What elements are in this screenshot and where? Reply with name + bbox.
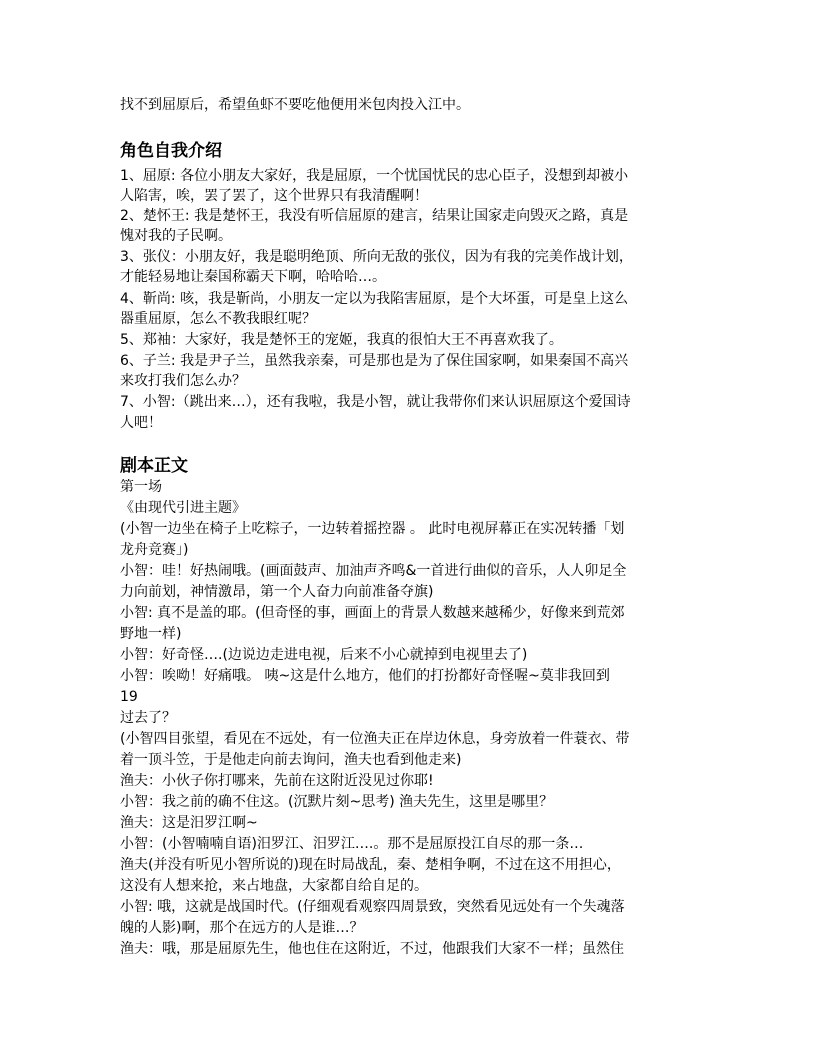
script-line: 第一场: [120, 479, 162, 495]
roles-line: 来攻打我们怎么办？: [120, 373, 246, 389]
script-line: 小智: 真不是盖的耶。(但奇怪的事，画面上的背景人数越来越稀少，好像来到荒郊: [120, 605, 625, 621]
script-line: 力向前划，神情激昂，第一个人奋力向前准备夺旗): [120, 584, 434, 600]
script-line: 小智: 哦，这就是战国时代。(仔细观看观察四周景致，突然看见远处有一个失魂落: [120, 899, 625, 915]
script-line: 着一顶斗笠，于是他走向前去询问，渔夫也看到他走来): [120, 752, 462, 768]
roles-line: 器重屈原，怎么不教我眼红呢？: [120, 311, 316, 327]
script-line: 渔夫(并没有听见小智所说的)现在时局战乱，秦、楚相争啊，不过在这不用担心，: [120, 857, 621, 873]
roles-line: 3、张仪：小朋友好，我是聪明绝顶、所向无敌的张仪，因为有我的完美作战计划，: [120, 249, 633, 265]
script-line: 小智：哇！好热闹哦。(画面鼓声、加油声齐鸣&一首进行曲似的音乐，人人卯足全: [120, 563, 627, 579]
roles-line: 愧对我的子民啊。: [120, 228, 232, 244]
script-line: 《由现代引进主题》: [120, 500, 246, 516]
script-line: 渔夫：这是汨罗江啊~: [120, 815, 258, 831]
roles-line: 6、子兰: 我是尹子兰，虽然我亲秦，可是那也是为了保住国家啊，如果秦国不高兴: [120, 353, 629, 369]
script-line: 野地一样): [120, 626, 182, 642]
roles-line: 1、屈原: 各位小朋友大家好，我是屈原，一个忧国忧民的忠心臣子，没想到却被小: [120, 168, 629, 184]
script-line: 小智：(小智喃喃自语)汨罗江、汨罗江….。那不是屈原投江自尽的那一条…: [120, 836, 584, 852]
script-line: 这没有人想来抢，来占地盘，大家都自给自足的。: [120, 878, 428, 894]
script-line: (小智四目张望，看见在不远处，有一位渔夫正在岸边休息，身旁放着一件蓑衣、带: [120, 731, 630, 747]
intro-tail-text: 找不到屈原后，希望鱼虾不要吃他便用米包肉投入江中。: [120, 97, 470, 113]
roles-line: 4、靳尚: 咳，我是靳尚，小朋友一定以为我陷害屈原，是个大坏蛋，可是皇上这么: [120, 291, 629, 307]
script-line: 龙舟竞赛」): [120, 542, 189, 558]
script-line: 小智：我之前的确不住这。(沉默片刻~思考) 渔夫先生，这里是哪里？: [120, 794, 554, 810]
section-heading-script: 剧本正文: [120, 456, 188, 476]
script-line: 小智：好奇怪….(边说边走进电视，后来不小心就掉到电视里去了): [120, 647, 528, 663]
script-line: 魄的人影)啊，那个在远方的人是谁…？: [120, 920, 364, 936]
roles-line: 5、郑袖：大家好，我是楚怀王的宠姬，我真的很怕大王不再喜欢我了。: [120, 332, 563, 348]
script-line: 渔夫：哦，那是屈原先生，他也住在这附近，不过，他跟我们大家不一样；虽然住: [120, 941, 624, 957]
script-line: (小智一边坐在椅子上吃粽子，一边转着摇控器 。 此时电视屏幕正在实况转播「划: [120, 521, 625, 537]
script-line: 小智：唉呦！好痛哦。 咦~这是什么地方，他们的打扮都好奇怪喔~莫非我回到: [120, 668, 610, 684]
roles-line: 才能轻易地让秦国称霸天下啊，哈哈哈…。: [120, 269, 386, 285]
section-heading-roles: 角色自我介绍: [120, 141, 222, 161]
roles-line: 7、小智:（跳出来…），还有我啦，我是小智，就让我带你们来认识屈原这个爱国诗: [120, 394, 631, 410]
roles-line: 2、楚怀王: 我是楚怀王，我没有听信屈原的建言，结果让国家走向毁灭之路，真是: [120, 208, 629, 224]
script-line: 过去了？: [120, 710, 176, 726]
page-number: 19: [120, 689, 138, 705]
script-line: 渔夫：小伙子你打哪来，先前在这附近没见过你耶!: [120, 773, 434, 789]
roles-line: 人吧！: [120, 415, 162, 431]
roles-line: 人陷害，唉，罢了罢了，这个世界只有我清醒啊！: [120, 188, 428, 204]
